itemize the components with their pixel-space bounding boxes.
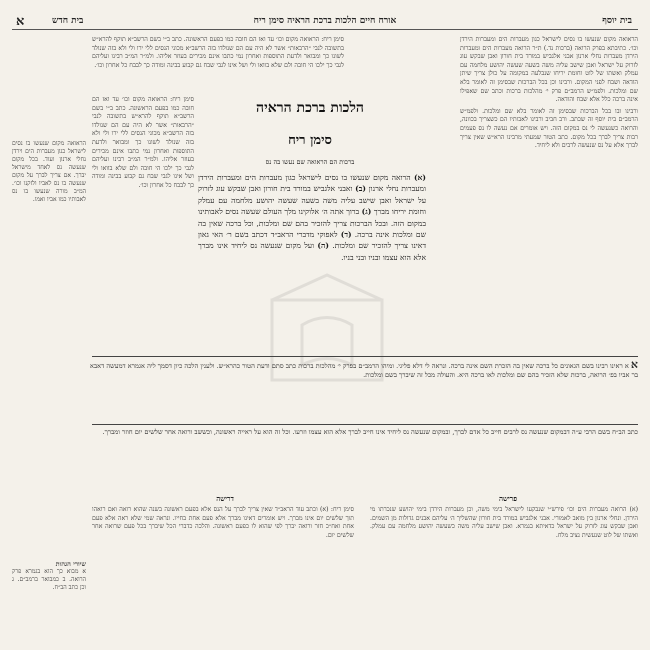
- paragraph-text: הרואה מקום שנעשו בו נסים לישראל כגון מעברות הים ומעברות הירדן ומעברות נחלי ארנון: [198, 173, 426, 194]
- commentary-initial: א: [630, 360, 638, 371]
- left-commentary-inner: [92, 96, 194, 354]
- wide-commentary-1-text: א ראינו רבינו בשם הגאונים כל ברכה שאין בה הזכרת השם אינה ברכה. ונראה לי דלא פליגי. ומיהו הרמב״ם בפרק י׳ מהלכות ברכות כתב סתם ודעת הטור כהרא״ש. ולענין הלכה כיון דסמך ליה אגמרא דמעשה דאבא בר אביו בפ׳ הרואה, ברכות שלא הזכיר בהם שם ומלכות לאו ברכה היא. והעולה מכל זה שיברך בשם ומלכות.: [90, 362, 638, 379]
- section-title: הלכות ברכת הראיה: [256, 100, 364, 116]
- left-commentary-top: [92, 36, 344, 96]
- divider-rule-2: [92, 424, 638, 425]
- side-notes-lower: [12, 560, 86, 642]
- header-right-label: בית יוסף: [602, 16, 632, 26]
- side-notes-text: הראואה מקום שנעשו בו נסים לישראל כגון מעברות הים וירדן נחלי ארנון ועוד. בכל מקום שנעשה נס לאחד מישראל יברך. אם צריך לברך על מקום שנעשה בו נס לאביו ולזקנו וכו׳. המ״ב מורה שנעשו בו נס לאבותיו כמו אביו ואמו.: [12, 140, 86, 203]
- wide-commentary-1: [90, 360, 638, 422]
- wide-commentary-2-text: כתב הב״ח בשם הרבי ע״ה דבמקום שנעשה נס לרבים חייב כל אדם לברך, ובמקום שנעשה נס ליחיד אינו חייב לברך אלא הוא עצמו וזרעו. וכל זה הוא על ראייה ראשונה, וכששב ורואה אחר שלשים יום חוזר ומברך.: [102, 428, 638, 436]
- prisha-text: (א) הרואה מעברות הים וכו׳ פירש״י שנבקעו לישראל בימי משה, וכן מעברות הירדן בימי יהושע שנכרתו מי הירדן. ונחלי ארנון בין מואב לאמורי. אבני אלגביש במורד בית חורון שהשליך ה׳ עליהם אבנים גדולות מן השמים. ואבן שבקש עוג לזרוק על ישראל כדאיתא בגמרא. ואבן שישב עליה משה כשעשה יהושע מלחמה עם עמלק. ואשתו של לוט שנעשית נציב מלח.: [370, 506, 638, 539]
- page-header: [12, 14, 638, 30]
- paragraph-number: (ה): [317, 241, 329, 251]
- right-commentary-top: [460, 36, 638, 354]
- divider-rule: [92, 356, 638, 357]
- paragraph-text: ואבני אלגביש במורד בית חורון ואבן שבקש עוג לזרוק על ישראל ואבן שישב עליה משה בשעה שעשה יהושע מלחמה עם עמלק וחומת יריחו מברך: [198, 184, 426, 217]
- right-commentary-notes: ורבינו ובו בכל הברכות שבסימן זה לאומר בלא שם ומלכות. ולפמ״ש הרמב״ם בית יוסף זה שכתב. ורב חביב ורבינו לאבותיו הם כשצריך בכוונה, והרואה כשנעשה לי נס במקום הזה. ויש אומרים אם נעשה לו נס פעמים רבות צריך לברך בכל מקום. כתב הטור שמעתי מרבינו הרא״ש שאין צריך לברך אלא על נס שנעשה לרבים ולא ליחיד.: [460, 107, 638, 150]
- prisha-header: פרישה: [498, 494, 518, 503]
- paragraph-text: ברוך אתה ה׳ אלוקינו מלך העולם שעשה נסים לאבותינו במקום הזה. ובכל הברכות צריך להזכיר בהם שם ומלכות, וכל ברכה שאין בה שם ומלכות אינה ברכה.: [198, 207, 426, 240]
- side-notes-upper: [12, 140, 86, 354]
- prisha-column: [370, 506, 638, 642]
- paragraph-text: לאפוקי מדברי הראב״ד דכתב בשם ר׳ האי גאון דאינו צריך להזכיר שם ומלכות.: [198, 230, 426, 251]
- paragraph-number: (א): [413, 173, 426, 182]
- paragraph-number: (ג): [361, 207, 372, 217]
- side-notes-heading: שיורי הגהות: [55, 560, 86, 568]
- header-title: אורח חיים הלכות ברכת הראיה סימן ריח: [253, 16, 397, 26]
- paragraph-number: (ב): [355, 184, 367, 194]
- left-commentary-continued: סימן ריח: הראואה מקום וכו׳ עד ואז הם חובה כמו בפעם הראשונה. כתב ב״י בשם הרשב״א תוקף להרא״ש בתשובה לנבי ״הרבאות״ אשר לא היה עם הם שנולדו בזה הרשב״א מכוני הנסים ללי ירו ולי ולא בזה שנולד לשונו כך ומבואר ולדעת התוספות ואחרון נמי כתבו אינם מכירים בעוזר אליהו. ולמ״ר המ״ב רבינו ועליהם לגבי כך ילכו הי חובה ולם שלא בוואו ולי ושל אינו לגבי שבח גם קבוע בבינה ומודה כך לבבח כל אחרון וכו׳.: [92, 96, 194, 189]
- drisha-text: סימן ריח: (א) וכתב עוד הראב״ד שאין צריך לברך על הנס אלא בפעם ראשונה בשנה שהוא רואה ואם רואהו תוך שלשים יום אינו מברך. ויש אומרים דאינו מברך אלא פעם אחת בחייו. ונראה שמי שלא ראה אלא פעם אחת ואח״כ חזר ורואה יברך לפי שהוא לו כפעם ראשונה. והלכה כדברי הכל שיברך בכל פעם שרואה אחר שלשים יום.: [92, 506, 354, 539]
- paragraph-text: ועל מקום שנעשה נס ליחיד אינו מברך אלא הוא עצמו ובניו ובני בניו.: [198, 241, 426, 262]
- paragraph-number: (ד): [340, 230, 352, 240]
- section-subtitle: ברכות הם הראואה שם נעשו בה נס: [265, 158, 355, 166]
- right-commentary-text: הראואה מקום שנעשו בו נסים לישראל כגון מעברות הים ומעברות הירדן וכו׳. כתיבתא בפרק הרואה (ברכות נד.) ת״ר הרואה מעברות הים ומעברות הירדן מעברות נחלי ארנון אבני אלגביש במורד בית חורון ואבן שבקש עוג לזרוק על ישראל ואבן שישב עליה משה בשעה שעשה יהושע מלחמה עם עמלק ואשתו של לוט וחומת יריחו שנבלעה במקומה על כולן צריך שיתן הודאה ושבח לפני המקום. ורבינו וכן בכל הברכות שבסימן זה לאומר בלא שם ומלכות. ולפמ״ש הרמב״ם פרק י׳ מהלכות ברכות וכתב שם שאפילו אינה ברכה כלל אלא שבח והודאה.: [460, 36, 638, 104]
- page-letter: א: [16, 14, 25, 29]
- wide-commentary-2: [90, 428, 638, 492]
- side-notes-lower-text: א מבוא כך הוא בגמרא פרק הרואה. ב כמבואר ברמב״ם. ג וכן כתב הב״ח.: [12, 568, 86, 591]
- drisha-column: [92, 506, 354, 642]
- drisha-header: דרישה: [216, 494, 234, 503]
- header-left-label: בית חדש: [52, 16, 84, 26]
- siman-title: סימן ריח: [288, 133, 332, 148]
- left-commentary-text: סימן ריח: הראואה מקום וכו׳ עד ואז הם חובה כמו בפעם הראשונה. כתב ב״י בשם הרשב״א תוקף להרא״ש בתשובה לנבי ״הרבאות״ אשר לא היה עם הם שנולדו בזה הרשב״א מכוני הנסים ללי ירו ולי ולא בזה שנולד לשונו כך ומבואר ולדעת התוספות ואחרון נמי כתבו אינם מכירים בעוזר אליהו. ולמ״ר המ״ב רבינו ועליהם לגבי כך ילכו הי חובה ולם שלא בוואו ולי ושל אינו לגבי שבח גם קבוע בבינה ומודה כך לבבח כל אחרון וכו׳.: [92, 36, 344, 69]
